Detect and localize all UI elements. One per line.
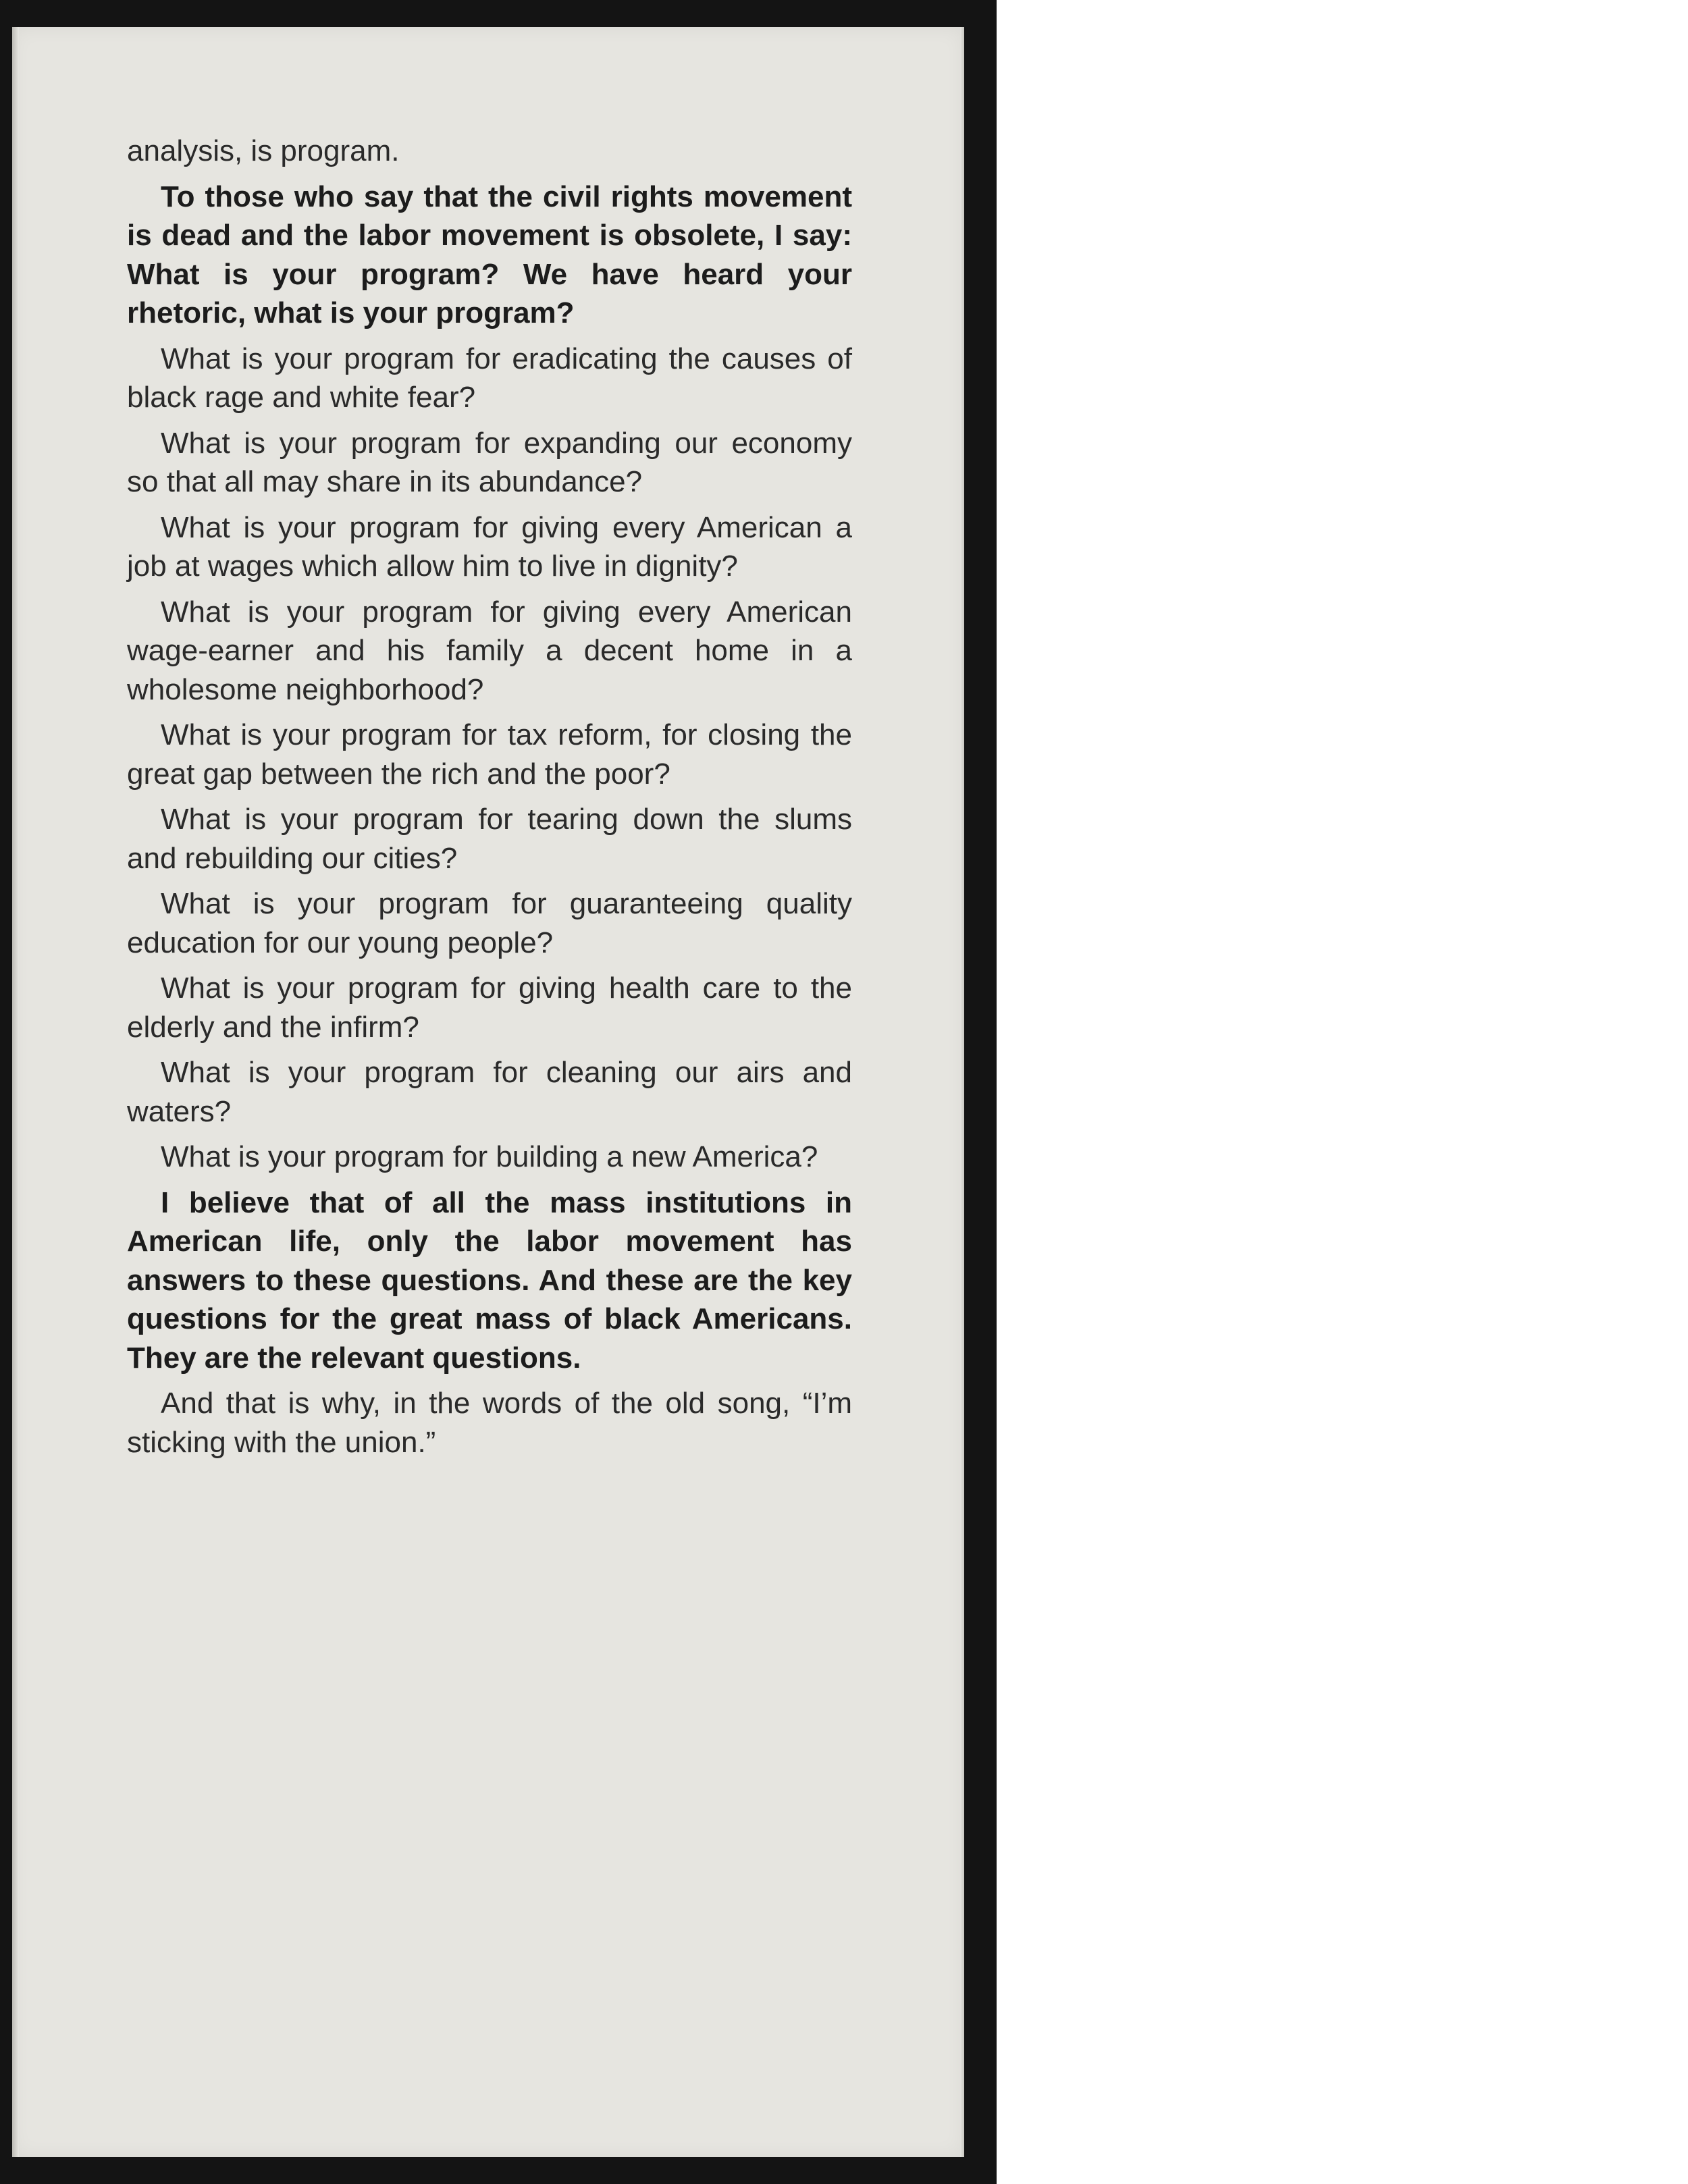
- paragraph-question-jobs: What is your program for giving every American a job at wages which allow him to live in dignity?: [127, 510, 852, 583]
- paragraph-continuation: analysis, is program.: [127, 134, 400, 167]
- paragraph-closing-union: And that is why, in the words of the old song, “I’m sticking with the union.”: [127, 1387, 852, 1459]
- paragraph-bold-challenge: To those who say that the civil rights movement is dead and the labor movement is obsolete, I say: What is your program? We have heard your rhetoric, what is your program?: [127, 180, 852, 329]
- paragraph-question-housing: What is your program for giving every American wage-earner and his family a decent home in a wholesome neighborhood?: [127, 595, 852, 706]
- page-spine-edge: [12, 27, 19, 2157]
- paragraph-question-environment: What is your program for cleaning our airs and waters?: [127, 1056, 852, 1128]
- page-right-edge: [960, 27, 964, 2157]
- paragraph-question-new-america: What is your program for building a new America?: [161, 1140, 818, 1173]
- paragraph-question-education: What is your program for guaranteeing quality education for our young people?: [127, 887, 852, 959]
- paragraph-bold-labor-answers: I believe that of all the mass institutions in American life, only the labor movement has answers to these questions. And these are the key questions for the great mass of black Americans. They are the relevant questions.: [127, 1186, 852, 1375]
- paragraph-question-slums: What is your program for tearing down the slums and rebuilding our cities?: [127, 803, 852, 875]
- paragraph-question-tax-reform: What is your program for tax reform, for closing the great gap between the rich and the poor?: [127, 718, 852, 791]
- paragraph-question-rage-fear: What is your program for eradicating the causes of black rage and white fear?: [127, 342, 852, 414]
- body-text-column: [127, 132, 852, 1468]
- paragraph-question-health-care: What is your program for giving health care to the elderly and the infirm?: [127, 971, 852, 1044]
- document-page: [12, 27, 964, 2157]
- paragraph-question-economy: What is your program for expanding our economy so that all may share in its abundance?: [127, 426, 852, 498]
